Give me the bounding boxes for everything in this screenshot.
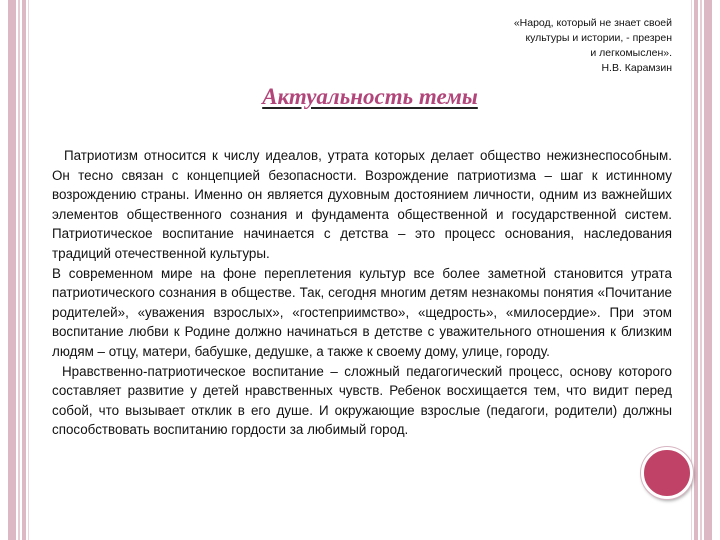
paragraph-2: В современном мире на фоне переплетения культур все более заметной становится утрата патриотического сознания в обществе. Так, сегодня многим детям незнакомы понятия «Почитание родителей», «уважения взрослых», «гостеприимство», «щедрость», «милосердие». При этом воспитание любви к Родине должно начинаться в детстве с уважительного отношения к близким людям – отцу, матери, бабушке, дедушке, а также к своему дому, улице, городу. bbox=[52, 265, 672, 359]
epigraph bbox=[412, 16, 672, 76]
left-stripe-wide bbox=[8, 0, 16, 540]
epigraph-author: Н.В. Карамзин bbox=[601, 62, 672, 74]
epigraph-line-2: культуры и истории, - презрен bbox=[525, 32, 672, 44]
left-stripe-medium bbox=[22, 0, 26, 540]
right-stripe-thin bbox=[700, 0, 702, 540]
decorative-circle bbox=[641, 447, 693, 499]
right-stripe-wide bbox=[704, 0, 712, 540]
left-stripe-hairline bbox=[28, 0, 29, 540]
body-text bbox=[52, 146, 672, 440]
right-stripe-hairline bbox=[691, 0, 692, 540]
paragraph-1: Патриотизм относится к числу идеалов, утрата которых делает общество нежизнеспособным. Он тесно связан с концепцией безопасности. Возрождение патриотизма – шаг к истинному возрождению страны. Именно он является духовным достоянием личности, одним из важнейших элементов общественного сознания и фундамента общественной и государственной систем. Патриотическое воспитание начинается с детства – это процесс основания, наследования традиций отечественной культуры. bbox=[52, 148, 672, 261]
paragraph-3: Нравственно-патриотическое воспитание – сложный педагогический процесс, основу которого составляет развитие у детей нравственных чувств. Ребенок восхищается тем, что видит перед собой, что вызывает отклик в его душе. И окружающие взрослые (педагоги, родители) должны способствовать воспитанию гордости за любимый город. bbox=[52, 363, 672, 438]
slide-title: Актуальность темы bbox=[262, 84, 478, 109]
right-stripe-medium bbox=[694, 0, 698, 540]
epigraph-line-1: «Народ, который не знает своей bbox=[513, 17, 672, 29]
left-stripe-thin bbox=[18, 0, 20, 540]
epigraph-line-3: и легкомыслен». bbox=[590, 47, 672, 59]
